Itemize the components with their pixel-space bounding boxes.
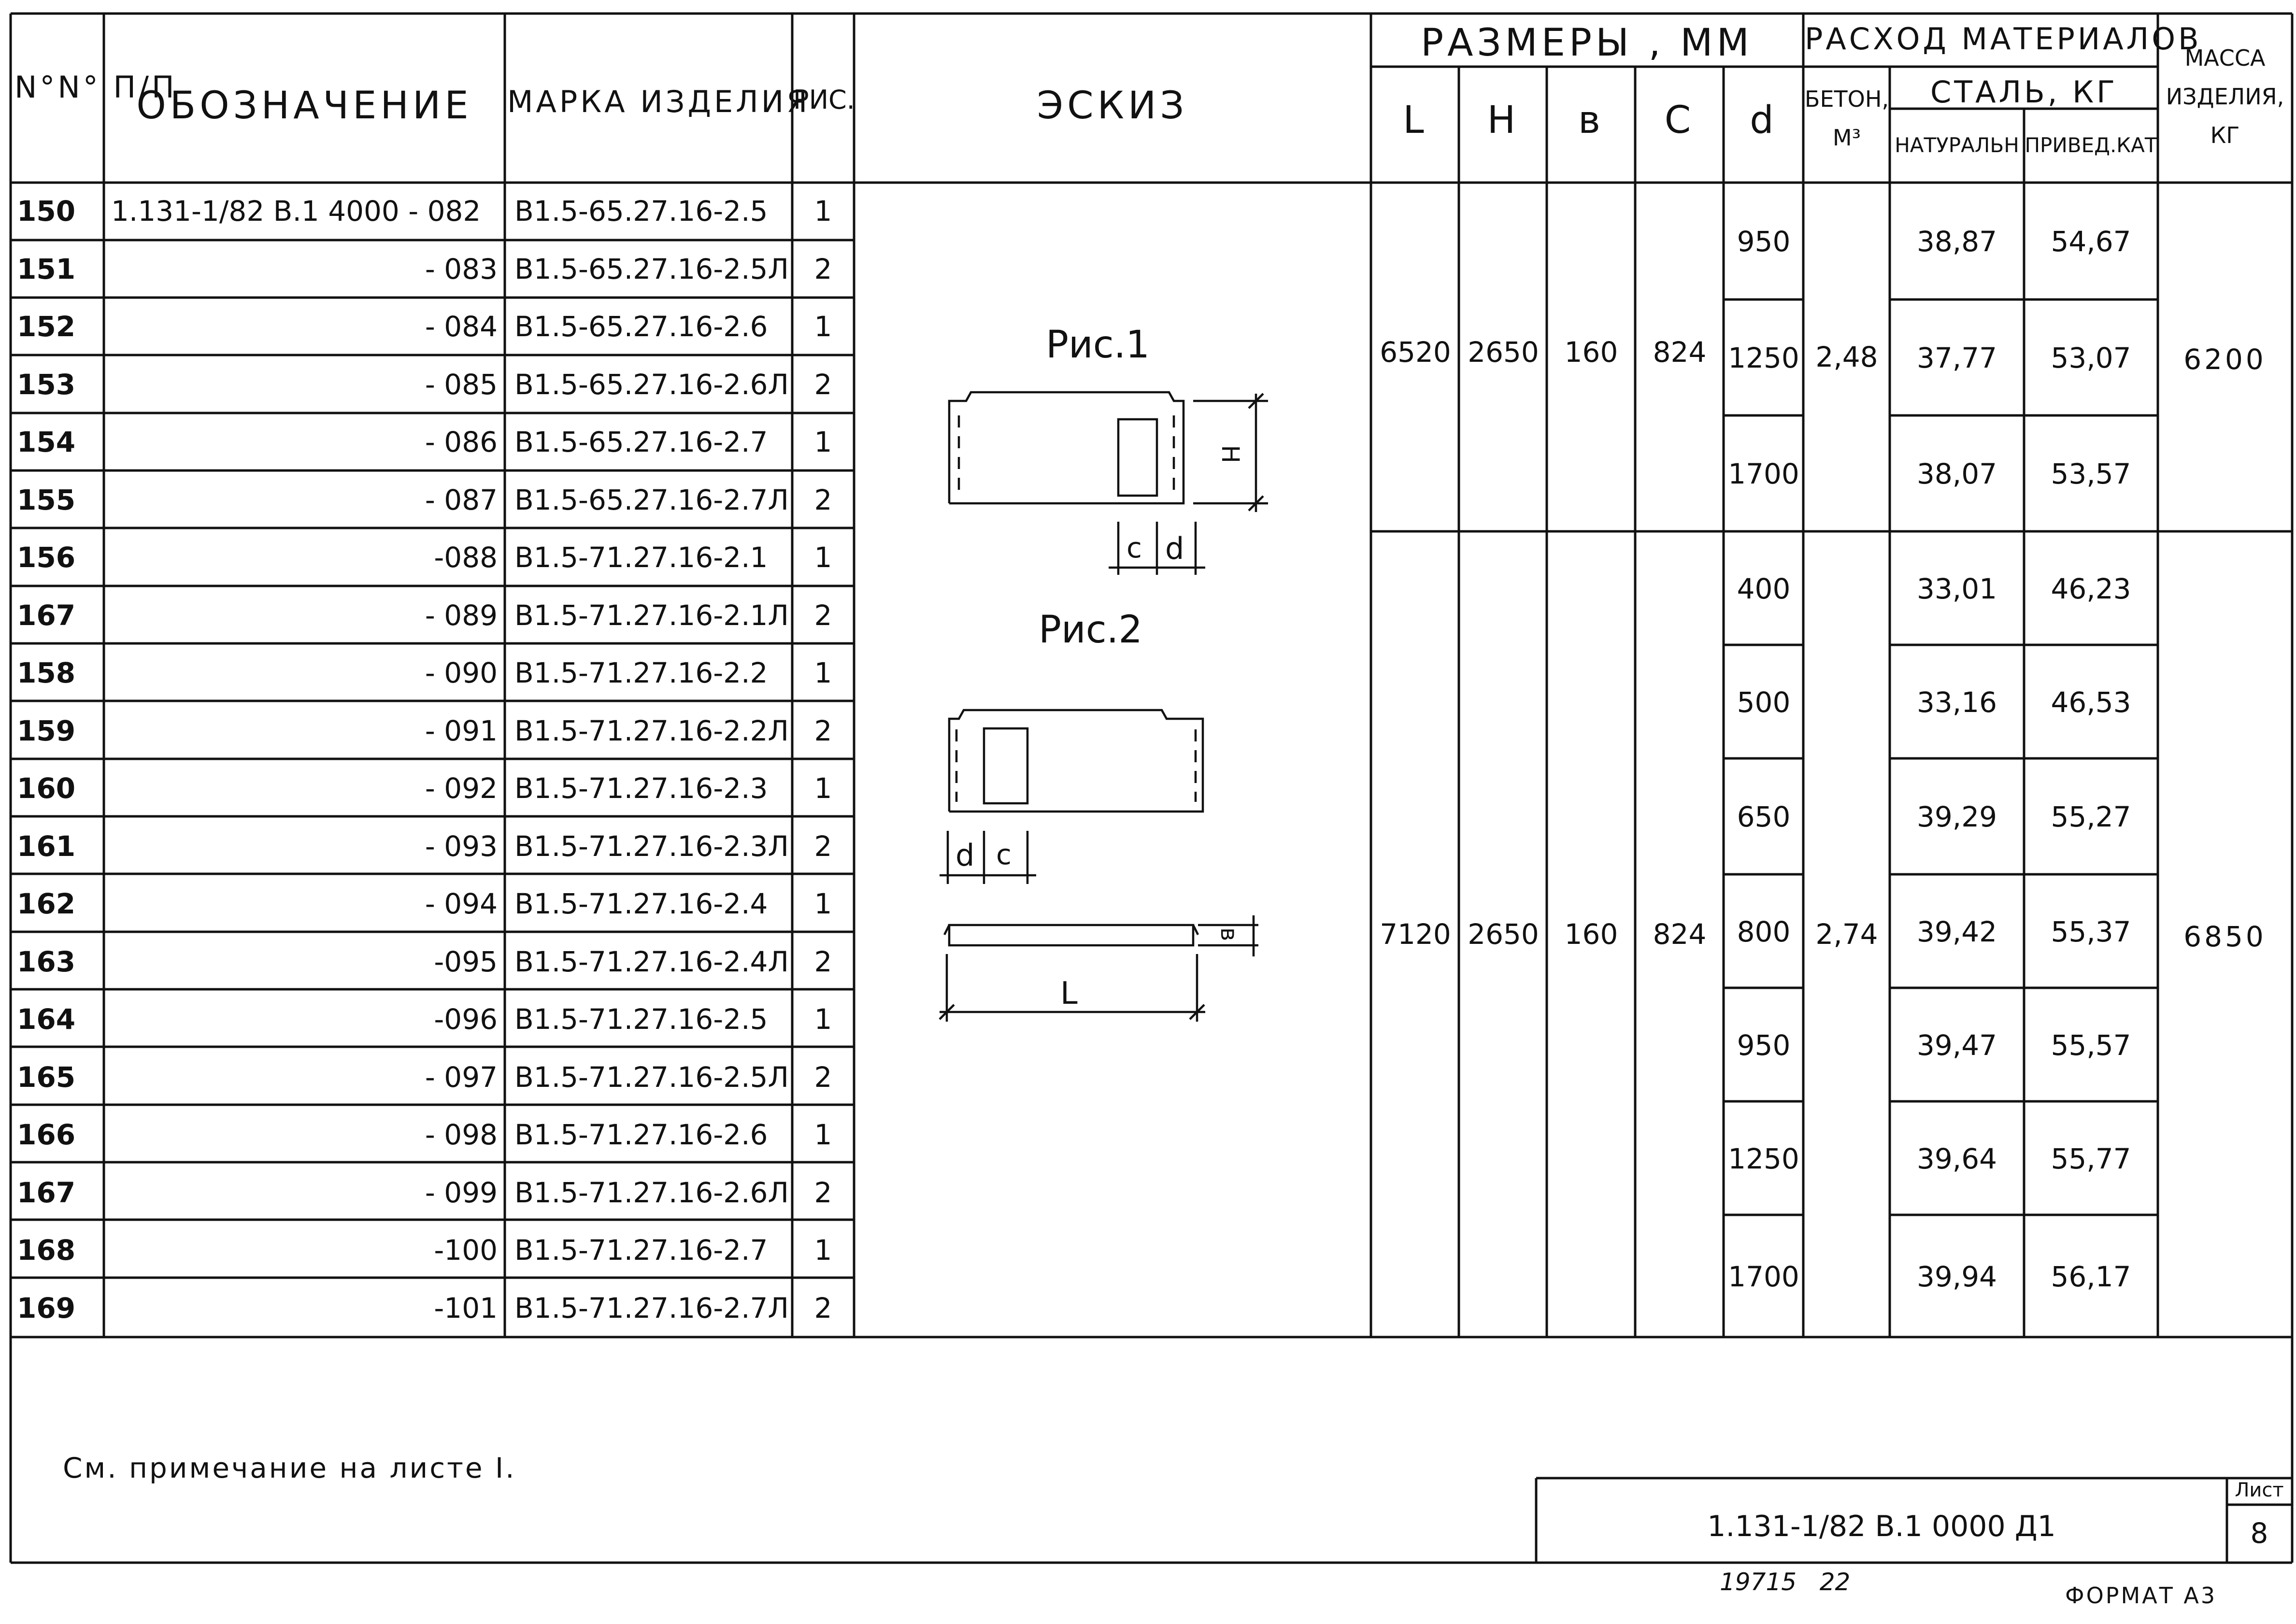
row-number: 163 xyxy=(17,945,76,978)
fig1-panel-outline xyxy=(949,392,1184,503)
group2-concrete: 2,74 xyxy=(1815,918,1878,951)
row-mark: В1.5-71.27.16-2.7 xyxy=(514,1234,768,1267)
row-figure: 2 xyxy=(814,945,832,978)
row-figure: 1 xyxy=(814,1234,832,1267)
row-number: 165 xyxy=(17,1061,76,1094)
row-mark: В1.5-71.27.16-2.1 xyxy=(514,541,768,574)
row-figure: 1 xyxy=(814,195,832,228)
group1-concrete: 2,48 xyxy=(1815,341,1878,373)
row-figure: 1 xyxy=(814,541,832,574)
group1-steel-reduced: 53,07 xyxy=(2051,342,2131,374)
row-mark: В1.5-71.27.16-2.2Л xyxy=(514,714,789,747)
group2-L: 7120 xyxy=(1380,918,1451,951)
header-dim-c: С xyxy=(1664,99,1695,142)
row-figure: 1 xyxy=(814,887,832,920)
row-number: 168 xyxy=(17,1234,76,1267)
fig1-label-c: с xyxy=(1127,531,1142,564)
row-designation: - 090 xyxy=(425,656,498,689)
row-number: 162 xyxy=(17,887,76,920)
header-dimensions: РАЗМЕРЫ , ММ xyxy=(1421,21,1753,65)
sheet-label: Лист xyxy=(2235,1479,2284,1501)
row-figure: 2 xyxy=(814,714,832,747)
group2-steel-reduced: 55,27 xyxy=(2051,800,2131,833)
row-designation: -095 xyxy=(434,945,498,978)
group1-steel-natural: 38,07 xyxy=(1916,457,1997,490)
group2-b: 160 xyxy=(1564,918,1618,951)
group2-sub-d: 800 xyxy=(1737,915,1791,948)
row-mark: В1.5-71.27.16-2.2 xyxy=(514,656,768,689)
group2-steel-natural: 39,64 xyxy=(1916,1142,1997,1175)
group1-sub-d: 1250 xyxy=(1728,342,1799,374)
header-dim-d: d xyxy=(1750,99,1778,142)
row-figure: 2 xyxy=(814,1176,832,1209)
row-designation: -096 xyxy=(434,1003,498,1036)
row-designation: - 086 xyxy=(425,426,498,458)
row-mark: В1.5-65.27.16-2.7Л xyxy=(514,484,789,516)
group2-sub-d: 400 xyxy=(1737,572,1791,605)
header-steel-natural: НАТУРАЛЬН xyxy=(1895,133,2019,157)
header-concrete: БЕТОН, М³ xyxy=(1804,86,1889,151)
row-number: 152 xyxy=(17,310,76,343)
row-figure: 2 xyxy=(814,368,832,401)
header-dim-b: в xyxy=(1578,99,1604,142)
row-mark: В1.5-71.27.16-2.4 xyxy=(514,887,768,920)
row-figure: 2 xyxy=(814,830,832,863)
row-mark: В1.5-65.27.16-2.6 xyxy=(514,310,768,343)
fig1-label-d: d xyxy=(1165,531,1184,566)
group2-steel-reduced: 46,23 xyxy=(2051,572,2131,605)
row-number: 159 xyxy=(17,714,76,747)
row-mark: В1.5-65.27.16-2.7 xyxy=(514,426,768,458)
row-number: 164 xyxy=(17,1003,76,1036)
stamp-code: 1.131-1/82 В.1 0000 Д1 xyxy=(1707,1510,2056,1543)
group1-steel-reduced: 54,67 xyxy=(2051,225,2131,258)
row-number: 155 xyxy=(17,484,76,516)
fig1-title: Рис.1 xyxy=(1046,323,1150,367)
row-designation: - 092 xyxy=(425,772,498,805)
row-designation: - 091 xyxy=(425,714,498,747)
group1-mass: 6200 xyxy=(2183,343,2267,376)
row-mark: В1.5-71.27.16-2.3 xyxy=(514,772,768,805)
group2-steel-reduced: 55,77 xyxy=(2051,1142,2131,1175)
fig2-dimension-dc xyxy=(940,831,1036,884)
row-mark: В1.5-65.27.16-2.5 xyxy=(514,195,768,228)
row-number: 154 xyxy=(17,426,76,458)
row-mark: В1.5-71.27.16-2.3Л xyxy=(514,830,789,863)
header-sketch: ЭСКИЗ xyxy=(1037,84,1188,128)
group2-sub-d: 950 xyxy=(1737,1029,1791,1062)
group2-sub-d: 1700 xyxy=(1728,1260,1799,1293)
group1-H: 2650 xyxy=(1468,336,1539,369)
group1-steel-natural: 38,87 xyxy=(1916,225,1997,258)
header-mass: МАССА ИЗДЕЛИЯ, КГ xyxy=(2166,45,2284,148)
row-figure: 1 xyxy=(814,310,832,343)
group2-sub-d: 650 xyxy=(1737,800,1791,833)
header-num: N°N° П/П xyxy=(14,70,177,105)
header-steel-reduced: ПРИВЕД.КАТ xyxy=(2025,133,2157,157)
fig1-dimension-cd xyxy=(1109,522,1205,575)
row-designation: - 093 xyxy=(425,830,498,863)
row-designation: - 085 xyxy=(425,368,498,401)
group1-c: 824 xyxy=(1653,336,1707,369)
group2-steel-natural: 33,16 xyxy=(1916,686,1997,719)
group2-steel-natural: 33,01 xyxy=(1916,572,1997,605)
row-mark: В1.5-71.27.16-2.7Л xyxy=(514,1292,789,1325)
row-number: 153 xyxy=(17,368,76,401)
row-number: 160 xyxy=(17,772,76,805)
format-label: ФОРМАТ А3 xyxy=(2065,1582,2217,1609)
group2-steel-natural: 39,47 xyxy=(1916,1029,1997,1062)
row-figure: 1 xyxy=(814,656,832,689)
row-figure: 1 xyxy=(814,1118,832,1151)
header-designation: ОБОЗНАЧЕНИЕ xyxy=(136,84,472,128)
group1-sub-d: 950 xyxy=(1737,225,1791,258)
group2-steel-reduced: 56,17 xyxy=(2051,1260,2131,1293)
header-materials: РАСХОД МАТЕРИАЛОВ xyxy=(1805,21,2202,57)
group2-steel-natural: 39,42 xyxy=(1916,915,1997,948)
header-mark: МАРКА ИЗДЕЛИЯ xyxy=(507,84,811,119)
group1-L: 6520 xyxy=(1380,336,1451,369)
group1-steel-natural: 37,77 xyxy=(1916,342,1997,374)
group2-steel-reduced: 55,57 xyxy=(2051,1029,2131,1062)
row-mark: В1.5-71.27.16-2.6 xyxy=(514,1118,768,1151)
row-figure: 1 xyxy=(814,1003,832,1036)
group2-steel-natural: 39,94 xyxy=(1916,1260,1997,1293)
row-number: 169 xyxy=(17,1292,76,1325)
group1-b: 160 xyxy=(1564,336,1618,369)
row-number: 150 xyxy=(17,195,76,228)
row-mark: В1.5-71.27.16-2.5Л xyxy=(514,1061,789,1094)
inventory-number: 19715 22 xyxy=(1720,1568,1851,1596)
row-figure: 2 xyxy=(814,484,832,516)
row-number: 167 xyxy=(17,599,76,632)
group2-sub-d: 500 xyxy=(1737,686,1791,719)
fig2-title: Рис.2 xyxy=(1039,608,1143,652)
row-designation: 1.131-1/82 В.1 4000 - 082 xyxy=(111,195,481,228)
row-number: 167 xyxy=(17,1176,76,1209)
header-steel: СТАЛЬ, КГ xyxy=(1930,74,2118,110)
fig2-label-c: с xyxy=(996,838,1012,871)
group2-c: 824 xyxy=(1653,918,1707,951)
row-figure: 2 xyxy=(814,599,832,632)
row-number: 158 xyxy=(17,656,76,689)
group2-steel-natural: 39,29 xyxy=(1916,800,1997,833)
row-figure: 2 xyxy=(814,253,832,285)
header-dim-H: Н xyxy=(1487,99,1520,142)
side-label-b: в xyxy=(1215,927,1243,941)
sheet-number: 8 xyxy=(2250,1517,2268,1550)
row-figure: 1 xyxy=(814,772,832,805)
side-view-slab xyxy=(944,915,1258,956)
row-designation: - 083 xyxy=(425,253,498,285)
row-mark: В1.5-65.27.16-2.6Л xyxy=(514,368,789,401)
row-mark: В1.5-65.27.16-2.5Л xyxy=(514,253,789,285)
fig2-panel-outline xyxy=(949,710,1203,812)
fig2-label-d: d xyxy=(955,838,975,873)
row-designation: - 087 xyxy=(425,484,498,516)
row-figure: 2 xyxy=(814,1061,832,1094)
row-designation: - 097 xyxy=(425,1061,498,1094)
row-mark: В1.5-71.27.16-2.4Л xyxy=(514,945,789,978)
side-label-L: L xyxy=(1060,976,1078,1011)
group2-H: 2650 xyxy=(1468,918,1539,951)
row-number: 166 xyxy=(17,1118,76,1151)
row-mark: В1.5-71.27.16-2.6Л xyxy=(514,1176,789,1209)
row-number: 151 xyxy=(17,253,76,285)
header-dim-L: L xyxy=(1403,99,1428,142)
footer-note: См. примечание на листе I. xyxy=(63,1452,516,1484)
row-figure: 2 xyxy=(814,1292,832,1325)
row-figure: 1 xyxy=(814,426,832,458)
group2-steel-reduced: 55,37 xyxy=(2051,915,2131,948)
row-mark: В1.5-71.27.16-2.5 xyxy=(514,1003,768,1036)
row-number: 161 xyxy=(17,830,76,863)
group2-sub-d: 1250 xyxy=(1728,1142,1799,1175)
row-mark: В1.5-71.27.16-2.1Л xyxy=(514,599,789,632)
group2-steel-reduced: 46,53 xyxy=(2051,686,2131,719)
row-designation: - 089 xyxy=(425,599,498,632)
row-designation: -101 xyxy=(434,1292,498,1325)
fig1-label-H: Н xyxy=(1216,445,1244,463)
row-designation: - 099 xyxy=(425,1176,498,1209)
row-designation: -100 xyxy=(434,1234,498,1267)
group1-steel-reduced: 53,57 xyxy=(2051,457,2131,490)
row-designation: - 084 xyxy=(425,310,498,343)
group1-sub-d: 1700 xyxy=(1728,457,1799,490)
row-designation: -088 xyxy=(434,541,498,574)
row-designation: - 098 xyxy=(425,1118,498,1151)
row-number: 156 xyxy=(17,541,76,574)
row-designation: - 094 xyxy=(425,887,498,920)
header-fig: РИС. xyxy=(793,85,855,115)
group2-mass: 6850 xyxy=(2183,920,2267,953)
